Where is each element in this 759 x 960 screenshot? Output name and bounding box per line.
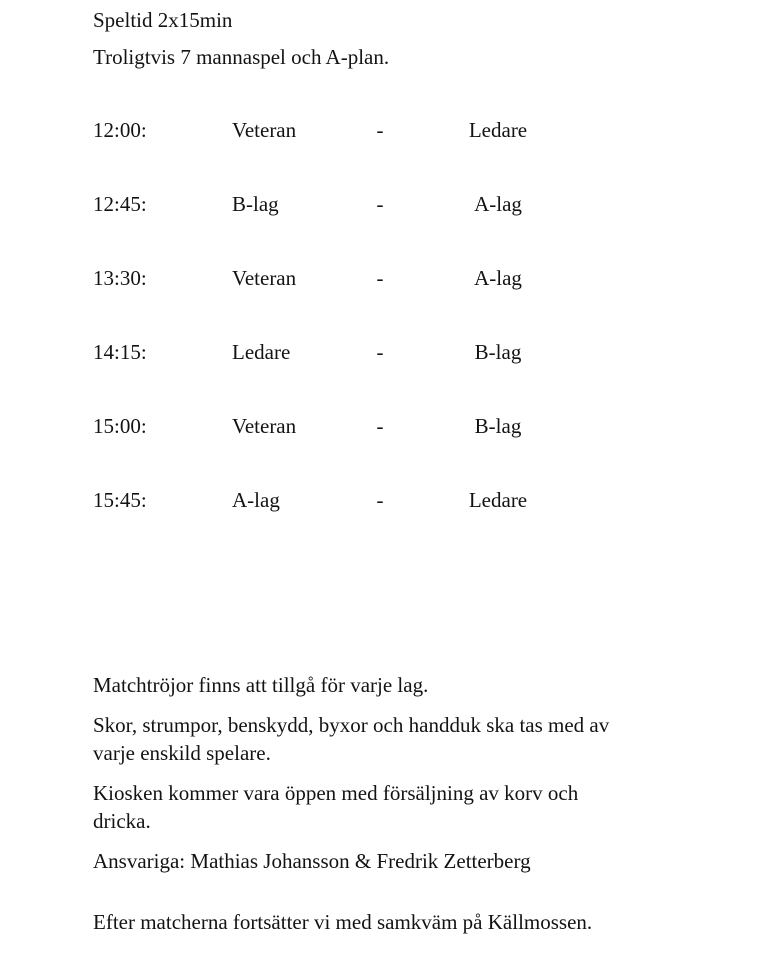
versus-separator: - [376,118,384,142]
match-row [93,192,598,266]
document-header [93,6,693,80]
info-paragraph [93,671,678,699]
home-team: Veteran [232,118,297,142]
match-row [93,340,598,414]
match-time: 15:45: [93,488,147,512]
versus-separator: - [376,340,384,364]
away-team: B-lag [474,414,522,438]
info-line: varje enskild spelare. [93,741,271,765]
match-row [93,414,598,488]
footer-note: Efter matcherna fortsätter vi med samkväm på Källmossen. [93,910,593,934]
info-section [93,671,678,887]
home-team: Veteran [232,266,297,290]
responsible-persons-line: Ansvariga: Mathias Johansson & Fredrik Zetterberg [93,849,531,873]
playtime-note: Speltid 2x15min [93,8,233,32]
versus-separator: - [376,414,384,438]
match-time: 13:30: [93,266,147,290]
versus-separator: - [376,192,384,216]
away-team: A-lag [474,192,522,216]
away-team: A-lag [474,266,522,290]
info-line: Matchtröjor finns att tillgå för varje lag. [93,673,429,697]
match-row [93,266,598,340]
match-row [93,118,598,192]
match-schedule [93,118,598,562]
home-team: Ledare [232,340,291,364]
info-line: Kiosken kommer vara öppen med försäljning av korv och [93,781,579,805]
match-row [93,488,598,562]
away-team: Ledare [468,488,528,512]
home-team: A-lag [232,488,280,512]
match-time: 12:45: [93,192,147,216]
info-line: dricka. [93,809,151,833]
match-time: 12:00: [93,118,147,142]
match-time: 15:00: [93,414,147,438]
home-team: B-lag [232,192,279,216]
info-paragraph [93,779,678,835]
info-line: Skor, strumpor, benskydd, byxor och handduk ska tas med av [93,713,610,737]
away-team: Ledare [468,118,528,142]
versus-separator: - [376,488,384,512]
info-paragraph [93,847,678,875]
home-team: Veteran [232,414,297,438]
versus-separator: - [376,266,384,290]
field-note: Troligtvis 7 mannaspel och A-plan. [93,45,390,69]
away-team: B-lag [474,340,522,364]
match-time: 14:15: [93,340,147,364]
info-paragraph [93,711,678,767]
